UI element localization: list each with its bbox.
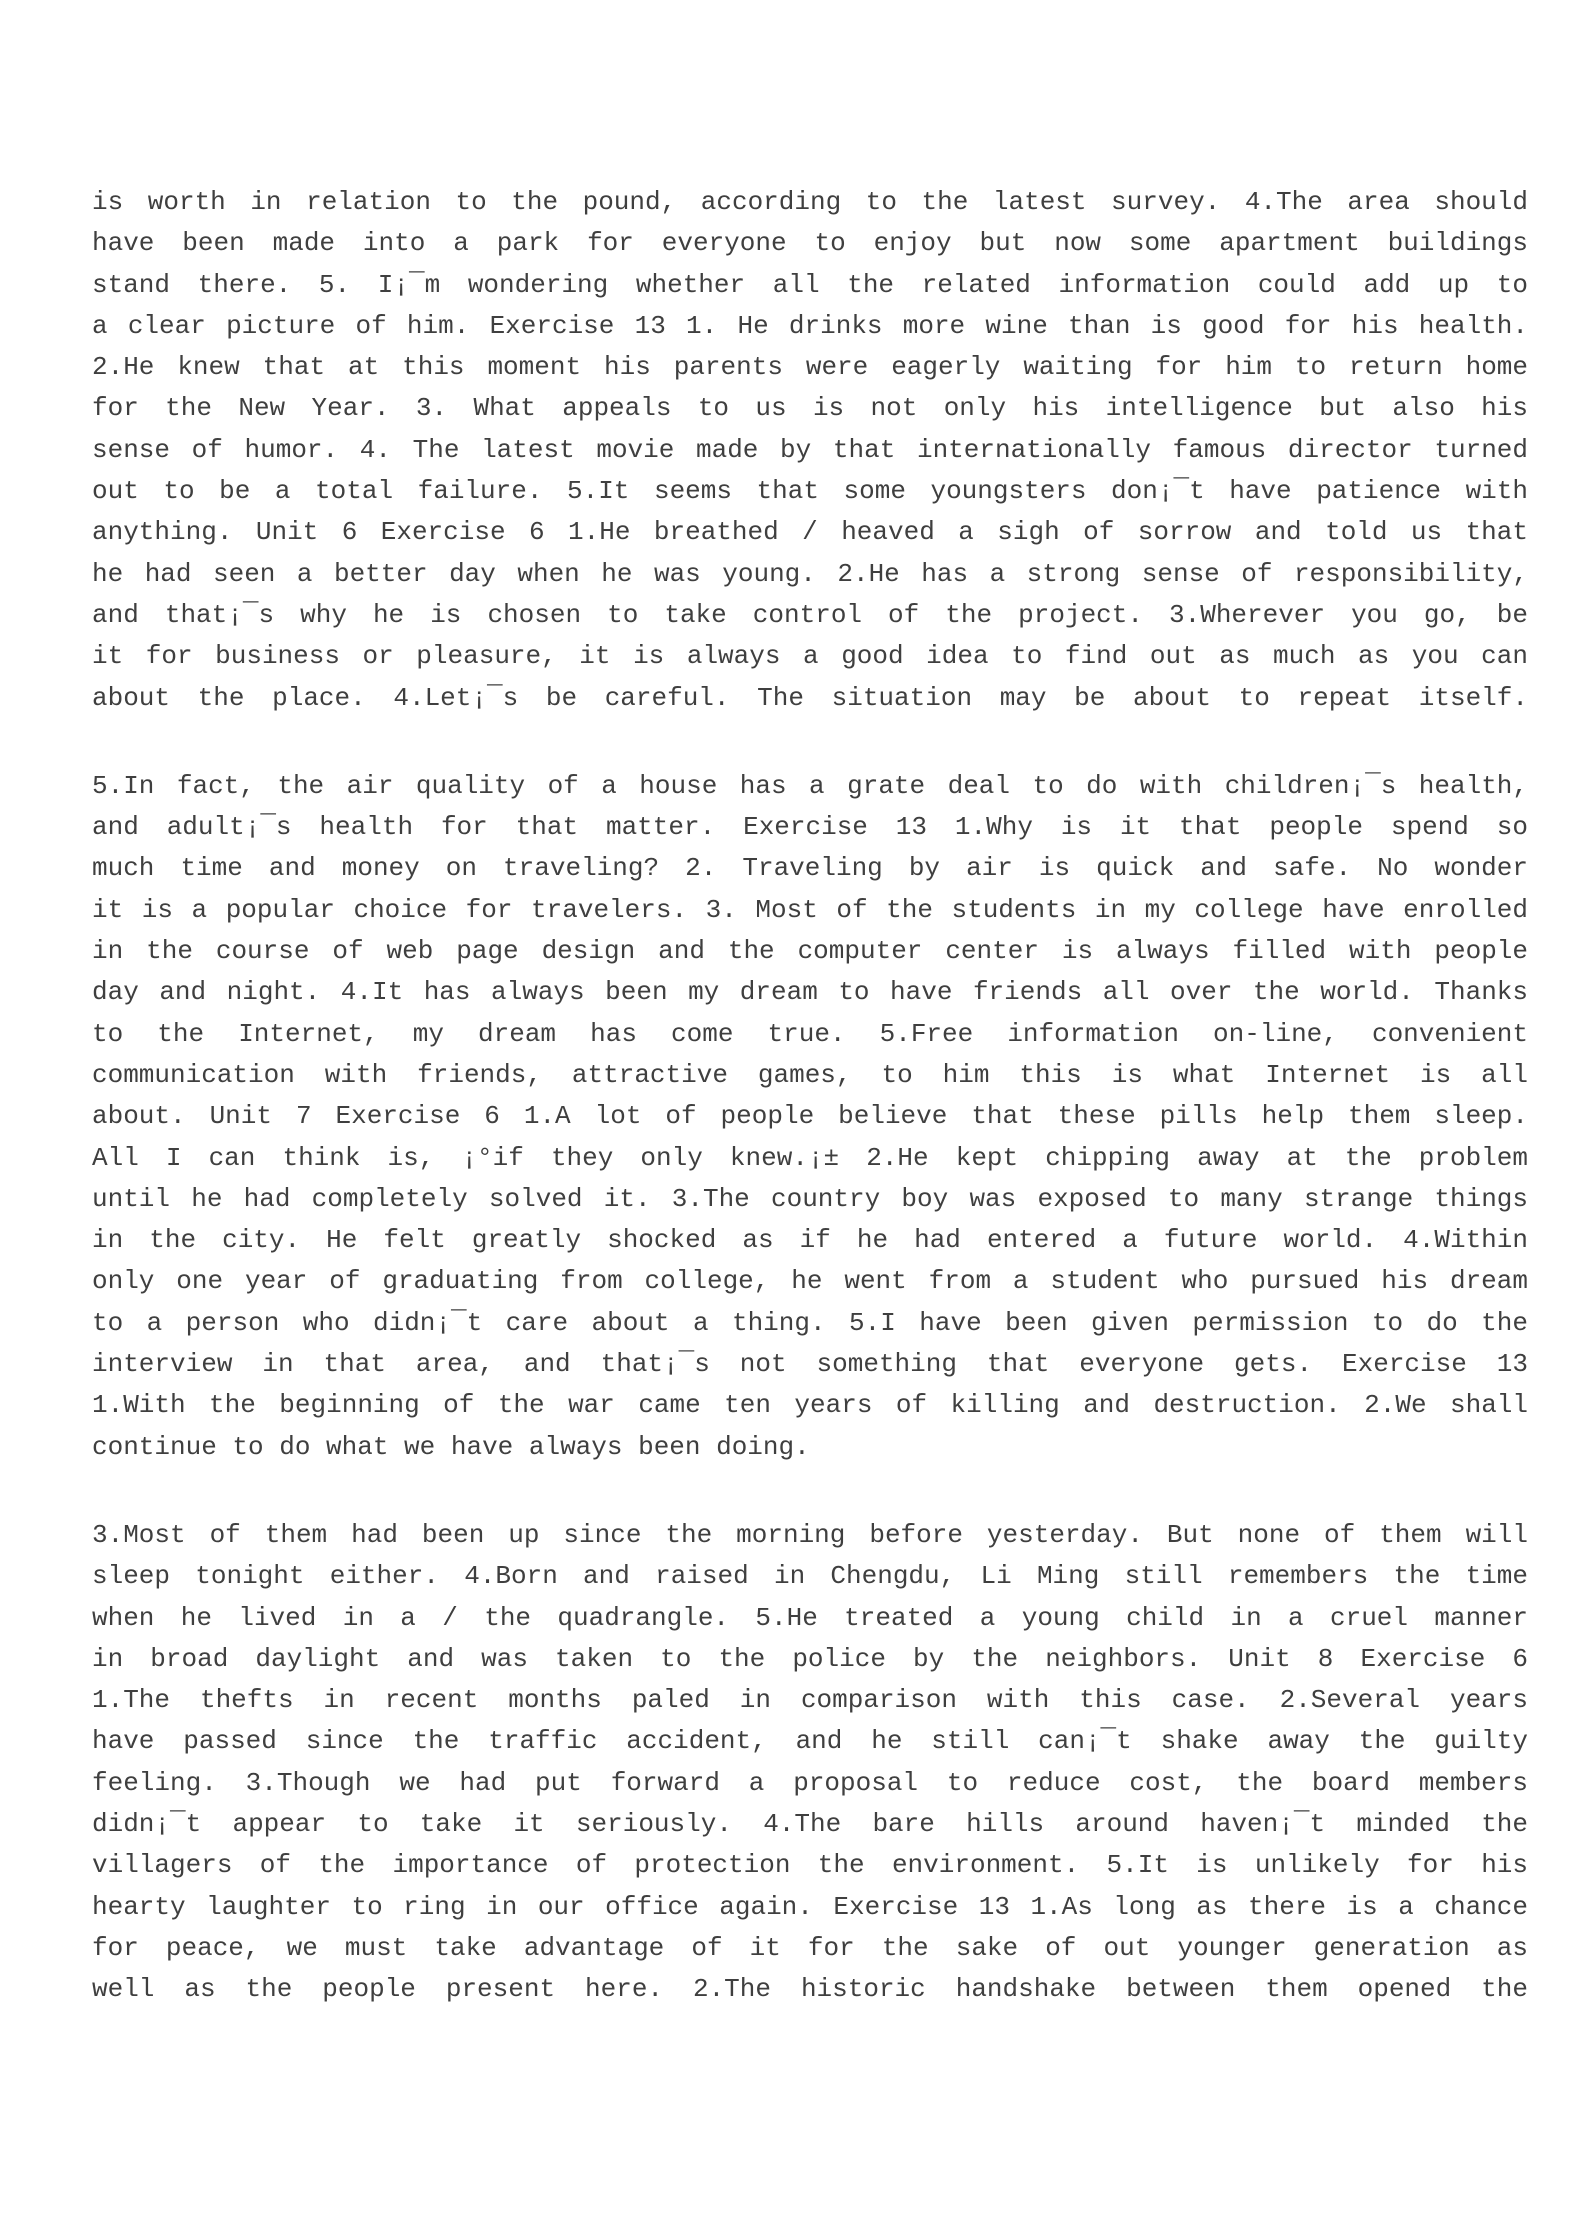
paragraph: [92, 182, 1528, 719]
text-line: it for business or pleasure, it is always a good idea to find out as much as you can: [92, 641, 1528, 672]
text-line: is worth in relation to the pound, according to the latest survey. 4.The area should: [92, 187, 1528, 217]
text-line: for the New Year. 3. What appeals to us is not only his intelligence but also his: [92, 393, 1528, 424]
text-line: much time and money on traveling? 2. Traveling by air is quick and safe. No wonder: [92, 853, 1528, 884]
paragraph: [92, 766, 1528, 1468]
text-line: 3.Most of them had been up since the morning before yesterday. But none of them will: [92, 1519, 1528, 1550]
text-line: have been made into a park for everyone to enjoy but now some apartment buildings: [92, 228, 1528, 259]
text-line: feeling. 3.Though we had put forward a proposal to reduce cost, the board members: [92, 1767, 1528, 1798]
text-line: until he had completely solved it. 3.The country boy was exposed to many strange things: [92, 1183, 1528, 1214]
text-line: in broad daylight and was taken to the police by the neighbors. Unit 8 Exercise 6: [92, 1643, 1528, 1674]
text-line: 2.He knew that at this moment his parents were eagerly waiting for him to return home: [92, 352, 1528, 383]
text-line: he had seen a better day when he was young. 2.He has a strong sense of responsibility,: [92, 558, 1528, 589]
text-line: 1.The thefts in recent months paled in comparison with this case. 2.Several years: [92, 1685, 1528, 1716]
text-line: stand there. 5. I¡¯m wondering whether all the related information could add up to: [92, 269, 1528, 300]
text-line: only one year of graduating from college, he went from a student who pursued his dream: [92, 1266, 1528, 1297]
paragraph: [92, 1515, 1528, 2011]
text-line: about. Unit 7 Exercise 6 1.A lot of people believe that these pills help them sleep.: [92, 1101, 1528, 1132]
text-line: a clear picture of him. Exercise 13 1. He drinks more wine than is good for his health.: [92, 310, 1528, 341]
text-line: for peace, we must take advantage of it for the sake of out younger generation as: [92, 1932, 1528, 1963]
text-line: anything. Unit 6 Exercise 6 1.He breathed / heaved a sigh of sorrow and told us that: [92, 517, 1528, 548]
text-line: didn¡¯t appear to take it seriously. 4.The bare hills around haven¡¯t minded the: [92, 1808, 1528, 1839]
text-line: in the course of web page design and the computer center is always filled with people: [92, 936, 1528, 967]
text-line: villagers of the importance of protection the environment. 5.It is unlikely for his: [92, 1850, 1528, 1881]
text-line: and that¡¯s why he is chosen to take control of the project. 3.Wherever you go, be: [92, 599, 1528, 630]
text-line: to the Internet, my dream has come true. 5.Free information on-line, convenient: [92, 1018, 1528, 1049]
text-line: and adult¡¯s health for that matter. Exercise 13 1.Why is it that people spend so: [92, 812, 1528, 843]
text-line: out to be a total failure. 5.It seems that some youngsters don¡¯t have patience with: [92, 476, 1528, 507]
text-line: it is a popular choice for travelers. 3. Most of the students in my college have enrolled: [92, 894, 1528, 925]
text-line: day and night. 4.It has always been my dream to have friends all over the world. Thanks: [92, 977, 1528, 1008]
text-line: interview in that area, and that¡¯s not something that everyone gets. Exercise 13: [92, 1349, 1528, 1380]
text-line: about the place. 4.Let¡¯s be careful. The situation may be about to repeat itself.: [92, 682, 1528, 713]
text-line: when he lived in a / the quadrangle. 5.He treated a young child in a cruel manner: [92, 1602, 1528, 1633]
text-line: in the city. He felt greatly shocked as if he had entered a future world. 4.Within: [92, 1225, 1528, 1256]
text-line: 5.In fact, the air quality of a house has a grate deal to do with children¡¯s health,: [92, 770, 1528, 801]
text-line: to a person who didn¡¯t care about a thing. 5.I have been given permission to do the: [92, 1307, 1528, 1338]
text-line: sleep tonight either. 4.Born and raised in Chengdu, Li Ming still remembers the time: [92, 1561, 1528, 1592]
text-line: communication with friends, attractive games, to him this is what Internet is all: [92, 1059, 1528, 1090]
text-line: well as the people present here. 2.The historic handshake between them opened the: [92, 1974, 1528, 2005]
text-line: sense of humor. 4. The latest movie made by that internationally famous director turned: [92, 434, 1528, 465]
text-line: 1.With the beginning of the war came ten years of killing and destruction. 2.We shall: [92, 1390, 1528, 1421]
text-line: have passed since the traffic accident, and he still can¡¯t shake away the guilty: [92, 1726, 1528, 1757]
text-line: hearty laughter to ring in our office again. Exercise 13 1.As long as there is a chance: [92, 1891, 1528, 1922]
text-line: All I can think is, ¡°if they only knew.¡± 2.He kept chipping away at the problem: [92, 1142, 1528, 1173]
text-line: continue to do what we have always been doing.: [92, 1431, 810, 1462]
